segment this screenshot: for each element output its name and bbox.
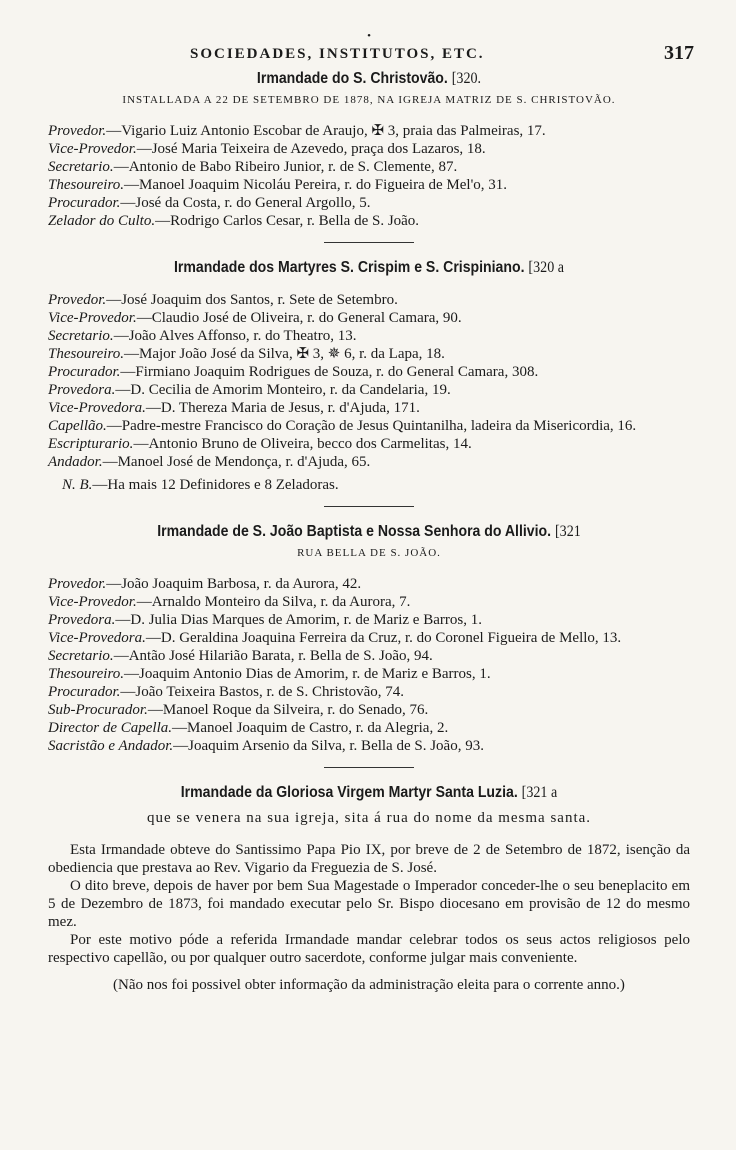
section-title: Irmandade de S. João Baptista e Nossa Senhora do Allivio. [321 [157, 523, 581, 540]
list-item: Thesoureiro.—Joaquim Antonio Dias de Amorim, r. de Mariz e Barros, 1. [48, 666, 491, 682]
section-number: [321 a [521, 784, 558, 801]
divider [324, 506, 414, 507]
list-item: Provedor.—João Joaquim Barbosa, r. da Aurora, 42. [48, 576, 362, 592]
list-item: Secretario.—Antão José Hilarião Barata, r. Bella de S. João, 94. [48, 648, 433, 664]
list-item: Provedora.—D. Cecilia de Amorim Monteiro, r. da Candelaria, 19. [48, 382, 451, 398]
section-santa-luzia [48, 784, 690, 994]
section-subtitle: RUA BELLA DE S. JOÃO. [297, 547, 441, 559]
section-number: [321 [554, 523, 581, 540]
section-title: Irmandade da Gloriosa Virgem Martyr Santa Luzia. [321 a [180, 784, 558, 801]
running-header [48, 42, 694, 68]
section-martyres-crispim [48, 259, 690, 494]
list-item: Sub-Procurador.—Manoel Roque da Silveira, r. do Senado, 76. [48, 702, 429, 718]
list-item: Zelador do Culto.—Rodrigo Carlos Cesar, r. Bella de S. João. [48, 213, 420, 229]
running-header-title: SOCIEDADES, INSTITUTOS, ETC. [190, 46, 485, 62]
list-item: Provedora.—D. Julia Dias Marques de Amorim, r. de Mariz e Barros, 1. [48, 612, 482, 628]
list-item: Vice-Provedor.—Arnaldo Monteiro da Silva, r. da Aurora, 7. [48, 594, 411, 610]
section-subtitle-line: que se venera na sua igreja, sita á rua do nome da mesma santa. [146, 810, 592, 826]
list-item: Thesoureiro.—Major João José da Silva, ✠ 3, ✵ 6, r. da Lapa, 18. [48, 346, 445, 362]
page-number: 317 [664, 42, 694, 64]
list-item: Procurador.—Firmiano Joaquim Rodrigues de Souza, r. do General Camara, 308. [48, 364, 539, 380]
section-number: [320 a [528, 259, 565, 276]
list-item: Vice-Provedor.—Claudio José de Oliveira, r. do General Camara, 90. [48, 310, 462, 326]
list-item: Procurador.—José da Costa, r. do General Argollo, 5. [48, 195, 371, 211]
list-item: Procurador.—João Teixeira Bastos, r. de S. Christovão, 74. [48, 684, 405, 700]
section-note: N. B.—Ha mais 12 Definidores e 8 Zeladoras. [62, 477, 339, 493]
section-sao-joao-baptista [48, 523, 690, 755]
list-item: Thesoureiro.—Manoel Joaquim Nicoláu Pereira, r. do Figueira de Mel'o, 31. [48, 177, 508, 193]
section-subtitle: INSTALLADA A 22 DE SETEMBRO DE 1878, NA IGREJA MATRIZ DE S. CHRISTOVÃO. [122, 94, 616, 106]
list-item: Director de Capella.—Manoel Joaquim de Castro, r. da Alegria, 2. [48, 720, 449, 736]
section-title: Irmandade do S. Christovão. [320. [256, 70, 482, 87]
section-number: [320. [451, 70, 482, 87]
list-item: Vice-Provedor.—José Maria Teixeira de Azevedo, praça dos Lazaros, 18. [48, 141, 486, 157]
list-item: Secretario.—Antonio de Babo Ribeiro Junior, r. de S. Clemente, 87. [48, 159, 458, 175]
divider [324, 767, 414, 768]
section-title: Irmandade dos Martyres S. Crispim e S. Crispiniano. [320 a [173, 259, 565, 276]
list-item: Capellão.—Padre-mestre Francisco do Coração de Jesus Quintanilha, ladeira da Misericordia, 16. [48, 418, 637, 434]
list-item: Provedor.—José Joaquim dos Santos, r. Sete de Setembro. [48, 292, 398, 308]
section-sao-christovao [48, 70, 690, 230]
divider [324, 242, 414, 243]
paragraph: O dito breve, depois de haver por bem Sua Magestade o Imperador conceder-lhe o seu beneplacito em 5 de Dezembro de 1873, foi mandado executar pelo Sr. Bispo diocesano em provisão de 12 do mesmo mez. [48, 878, 690, 930]
list-item: Vice-Provedora.—D. Geraldina Joaquina Ferreira da Cruz, r. do Coronel Figueira de Mello, 13. [48, 630, 622, 646]
top-ornament: • [367, 30, 371, 42]
list-item: Secretario.—João Alves Affonso, r. do Theatro, 13. [48, 328, 357, 344]
paragraph: Por este motivo póde a referida Irmandade mandar celebrar todos os seus actos religiosos pelo respectivo capellão, ou por qualquer outro sacerdote, conforme julgar mais conveniente. [48, 932, 690, 966]
list-item: Sacristão e Andador.—Joaquim Arsenio da Silva, r. Bella de S. João, 93. [48, 738, 484, 754]
list-item: Escripturario.—Antonio Bruno de Oliveira, becco dos Carmelitas, 14. [48, 436, 472, 452]
document-page [48, 30, 694, 994]
list-item: Andador.—Manoel José de Mendonça, r. d'Ajuda, 65. [48, 454, 371, 470]
paragraph: Esta Irmandade obteve do Santissimo Papa Pio IX, por breve de 2 de Setembro de 1872, isenção da obediencia que prestava ao Rev. Vigario da Freguezia de S. José. [48, 842, 690, 876]
closing-note: (Não nos foi possivel obter informação da administração eleita para o corrente anno.) [113, 977, 625, 993]
list-item: Provedor.—Vigario Luiz Antonio Escobar de Araujo, ✠ 3, praia das Palmeiras, 17. [48, 123, 546, 139]
list-item: Vice-Provedora.—D. Thereza Maria de Jesus, r. d'Ajuda, 171. [48, 400, 420, 416]
